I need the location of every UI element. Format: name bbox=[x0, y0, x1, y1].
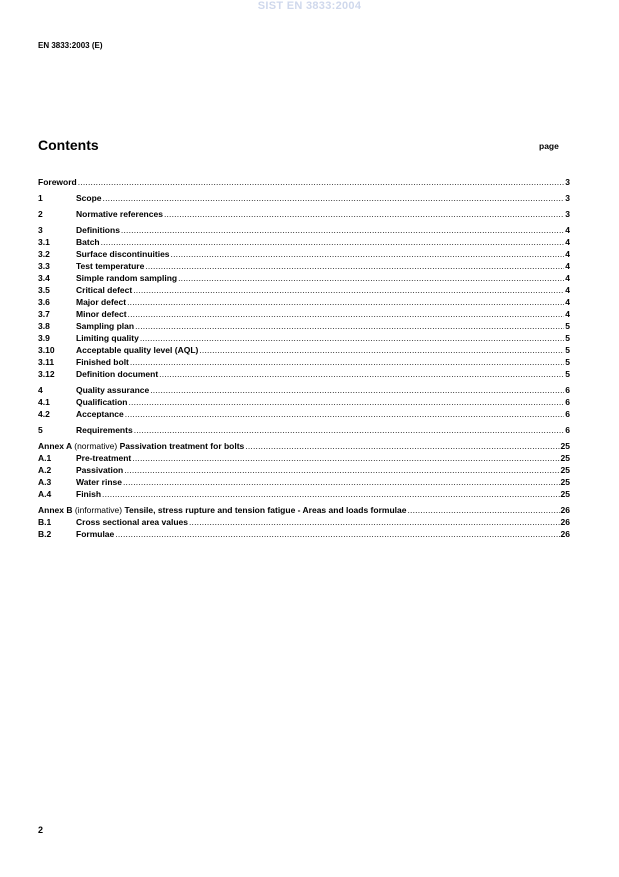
toc-section-title: Formulae bbox=[76, 529, 115, 539]
toc-section-number: 4.2 bbox=[38, 409, 50, 419]
toc-leader-dots bbox=[164, 208, 564, 220]
toc-leader-dots bbox=[103, 192, 565, 204]
toc-page-number: 6 bbox=[565, 409, 570, 419]
toc-section-number: 3 bbox=[38, 225, 43, 235]
toc-leader-dots bbox=[150, 384, 564, 396]
toc-section-number: 3.3 bbox=[38, 261, 50, 271]
toc-entry[interactable] bbox=[38, 308, 570, 320]
toc-entry[interactable] bbox=[38, 504, 570, 516]
toc-leader-dots bbox=[78, 176, 565, 188]
toc-entry[interactable] bbox=[38, 224, 570, 236]
toc-section-number: B.2 bbox=[38, 529, 52, 539]
toc-entry[interactable] bbox=[38, 296, 570, 308]
toc-leader-dots bbox=[199, 344, 564, 356]
watermark: SIST EN 3833:2004 bbox=[257, 0, 362, 12]
toc-leader-dots bbox=[171, 248, 565, 260]
toc-page-number: 4 bbox=[565, 225, 570, 235]
toc-entry[interactable] bbox=[38, 248, 570, 260]
toc-page-number: 25 bbox=[560, 477, 570, 487]
toc-section-title: Water rinse bbox=[76, 477, 122, 487]
toc-page-number: 25 bbox=[560, 465, 570, 475]
toc-page-number: 25 bbox=[560, 489, 570, 499]
toc-section-title: Acceptance bbox=[76, 409, 124, 419]
toc-section-number: 3.12 bbox=[38, 369, 55, 379]
toc-entry[interactable] bbox=[38, 464, 570, 476]
toc-leader-dots bbox=[135, 320, 564, 332]
toc-section-title: Pre-treatment bbox=[76, 453, 132, 463]
toc-section-title: Limiting quality bbox=[76, 333, 139, 343]
toc-annex-name: Annex A bbox=[38, 441, 72, 451]
toc-leader-dots bbox=[159, 368, 564, 380]
toc-section-number: 3.6 bbox=[38, 297, 50, 307]
toc-section-title: Quality assurance bbox=[76, 385, 150, 395]
toc-annex-type: (informative) bbox=[74, 505, 123, 515]
toc-section-title: Foreword bbox=[38, 177, 77, 187]
toc-entry[interactable] bbox=[38, 476, 570, 488]
toc-entry[interactable] bbox=[38, 272, 570, 284]
contents-title: Contents bbox=[38, 137, 99, 153]
toc-section-number: 4 bbox=[38, 385, 43, 395]
toc-leader-dots bbox=[140, 332, 564, 344]
toc-section-title: Simple random sampling bbox=[76, 273, 178, 283]
toc-leader-dots bbox=[115, 528, 559, 540]
toc-section-title: Normative references bbox=[76, 209, 163, 219]
toc-page-number: 25 bbox=[560, 441, 570, 451]
toc-section-title: Requirements bbox=[76, 425, 133, 435]
toc-leader-dots bbox=[128, 396, 564, 408]
toc-section-number: 3.4 bbox=[38, 273, 50, 283]
toc-section-title: Minor defect bbox=[76, 309, 127, 319]
toc-entry[interactable] bbox=[38, 384, 570, 396]
toc-section-number: 4.1 bbox=[38, 397, 50, 407]
toc-section-number: A.3 bbox=[38, 477, 52, 487]
toc-section-number: 3.11 bbox=[38, 357, 55, 367]
toc-page-number: 25 bbox=[560, 453, 570, 463]
toc-annex-label bbox=[38, 440, 120, 452]
toc-page-number: 26 bbox=[560, 517, 570, 527]
toc-section-title: Finished bolt bbox=[76, 357, 129, 367]
toc-page-number: 5 bbox=[565, 333, 570, 343]
toc-section-title: Batch bbox=[76, 237, 100, 247]
toc-page-number: 3 bbox=[565, 209, 570, 219]
toc-entry[interactable] bbox=[38, 488, 570, 500]
toc-leader-dots bbox=[189, 516, 560, 528]
toc-section-number: A.2 bbox=[38, 465, 52, 475]
toc-section-number: B.1 bbox=[38, 517, 52, 527]
toc-page-number: 5 bbox=[565, 321, 570, 331]
toc-entry[interactable] bbox=[38, 424, 570, 436]
toc-section-number: 3.9 bbox=[38, 333, 50, 343]
toc-section-title: Finish bbox=[76, 489, 102, 499]
toc-section-title: Critical defect bbox=[76, 285, 133, 295]
toc-page-number: 5 bbox=[565, 369, 570, 379]
toc-entry[interactable] bbox=[38, 332, 570, 344]
toc-page-number: 4 bbox=[565, 297, 570, 307]
toc-section-title: Sampling plan bbox=[76, 321, 135, 331]
toc-section-number: 3.5 bbox=[38, 285, 50, 295]
toc-page-number: 5 bbox=[565, 357, 570, 367]
toc-section-number: 3.2 bbox=[38, 249, 50, 259]
toc-entry[interactable] bbox=[38, 344, 570, 356]
toc-page-number: 4 bbox=[565, 237, 570, 247]
toc-section-number: A.4 bbox=[38, 489, 52, 499]
toc-section-number: 3.1 bbox=[38, 237, 50, 247]
toc-page-number: 3 bbox=[565, 193, 570, 203]
toc-entry[interactable] bbox=[38, 356, 570, 368]
toc-leader-dots bbox=[125, 408, 565, 420]
toc-leader-dots bbox=[245, 440, 559, 452]
toc-page-number: 4 bbox=[565, 309, 570, 319]
document-id: EN 3833:2003 (E) bbox=[38, 41, 103, 50]
toc-entry[interactable] bbox=[38, 260, 570, 272]
toc-leader-dots bbox=[133, 284, 564, 296]
toc-section-number: 2 bbox=[38, 209, 43, 219]
toc-entry[interactable] bbox=[38, 452, 570, 464]
toc-section-title: Definitions bbox=[76, 225, 120, 235]
toc-leader-dots bbox=[101, 236, 565, 248]
toc-leader-dots bbox=[178, 272, 564, 284]
toc-entry[interactable] bbox=[38, 236, 570, 248]
toc-leader-dots bbox=[130, 356, 564, 368]
toc-leader-dots bbox=[407, 504, 559, 516]
toc-leader-dots bbox=[121, 224, 564, 236]
toc-leader-dots bbox=[124, 464, 559, 476]
toc-page-number: 4 bbox=[565, 249, 570, 259]
toc-section-title: Definition document bbox=[76, 369, 159, 379]
toc-section-title: Passivation treatment for bolts bbox=[119, 441, 245, 451]
toc-section-number: 1 bbox=[38, 193, 43, 203]
toc-page-number: 6 bbox=[565, 425, 570, 435]
toc-entry[interactable] bbox=[38, 176, 570, 188]
toc-page-number: 5 bbox=[565, 345, 570, 355]
toc-section-number: A.1 bbox=[38, 453, 52, 463]
toc-entry[interactable] bbox=[38, 516, 570, 528]
toc-section-title: Qualification bbox=[76, 397, 128, 407]
toc-page-number: 26 bbox=[560, 505, 570, 515]
toc-section-number: 3.8 bbox=[38, 321, 50, 331]
toc-entry[interactable] bbox=[38, 368, 570, 380]
toc-leader-dots bbox=[134, 424, 565, 436]
toc-page-number: 4 bbox=[565, 285, 570, 295]
toc-page-number: 3 bbox=[565, 177, 570, 187]
toc-section-title: Scope bbox=[76, 193, 102, 203]
toc-section-title: Test temperature bbox=[76, 261, 145, 271]
toc-annex-name: Annex B bbox=[38, 505, 73, 515]
toc-annex-type: (normative) bbox=[74, 441, 118, 451]
toc-leader-dots bbox=[127, 296, 564, 308]
toc-section-number: 3.10 bbox=[38, 345, 55, 355]
toc-section-title: Acceptable quality level (AQL) bbox=[76, 345, 199, 355]
toc-entry[interactable] bbox=[38, 320, 570, 332]
toc-leader-dots bbox=[132, 452, 559, 464]
toc-section-title: Tensile, stress rupture and tension fatigue - Areas and loads formulae bbox=[124, 505, 407, 515]
toc-page-number: 6 bbox=[565, 397, 570, 407]
toc-page-number: 26 bbox=[560, 529, 570, 539]
toc-leader-dots bbox=[123, 476, 560, 488]
toc-entry[interactable] bbox=[38, 440, 570, 452]
page-column-label: page bbox=[539, 141, 559, 151]
toc-leader-dots bbox=[128, 308, 565, 320]
toc-section-title: Cross sectional area values bbox=[76, 517, 188, 527]
toc-leader-dots bbox=[102, 488, 560, 500]
toc-leader-dots bbox=[145, 260, 564, 272]
page-number: 2 bbox=[38, 825, 44, 835]
toc-entry[interactable] bbox=[38, 528, 570, 540]
toc-section-title: Passivation bbox=[76, 465, 124, 475]
toc-page-number: 6 bbox=[565, 385, 570, 395]
toc-section-title: Major defect bbox=[76, 297, 127, 307]
toc-section-number: 3.7 bbox=[38, 309, 50, 319]
toc-annex-label bbox=[38, 504, 124, 516]
toc-section-number: 5 bbox=[38, 425, 43, 435]
toc-page-number: 4 bbox=[565, 261, 570, 271]
toc-entry[interactable] bbox=[38, 284, 570, 296]
toc-entry[interactable] bbox=[38, 396, 570, 408]
toc-entry[interactable] bbox=[38, 408, 570, 420]
toc-entry[interactable] bbox=[38, 208, 570, 220]
toc-section-title: Surface discontinuities bbox=[76, 249, 170, 259]
toc-entry[interactable] bbox=[38, 192, 570, 204]
table-of-contents bbox=[38, 176, 570, 540]
toc-page-number: 4 bbox=[565, 273, 570, 283]
